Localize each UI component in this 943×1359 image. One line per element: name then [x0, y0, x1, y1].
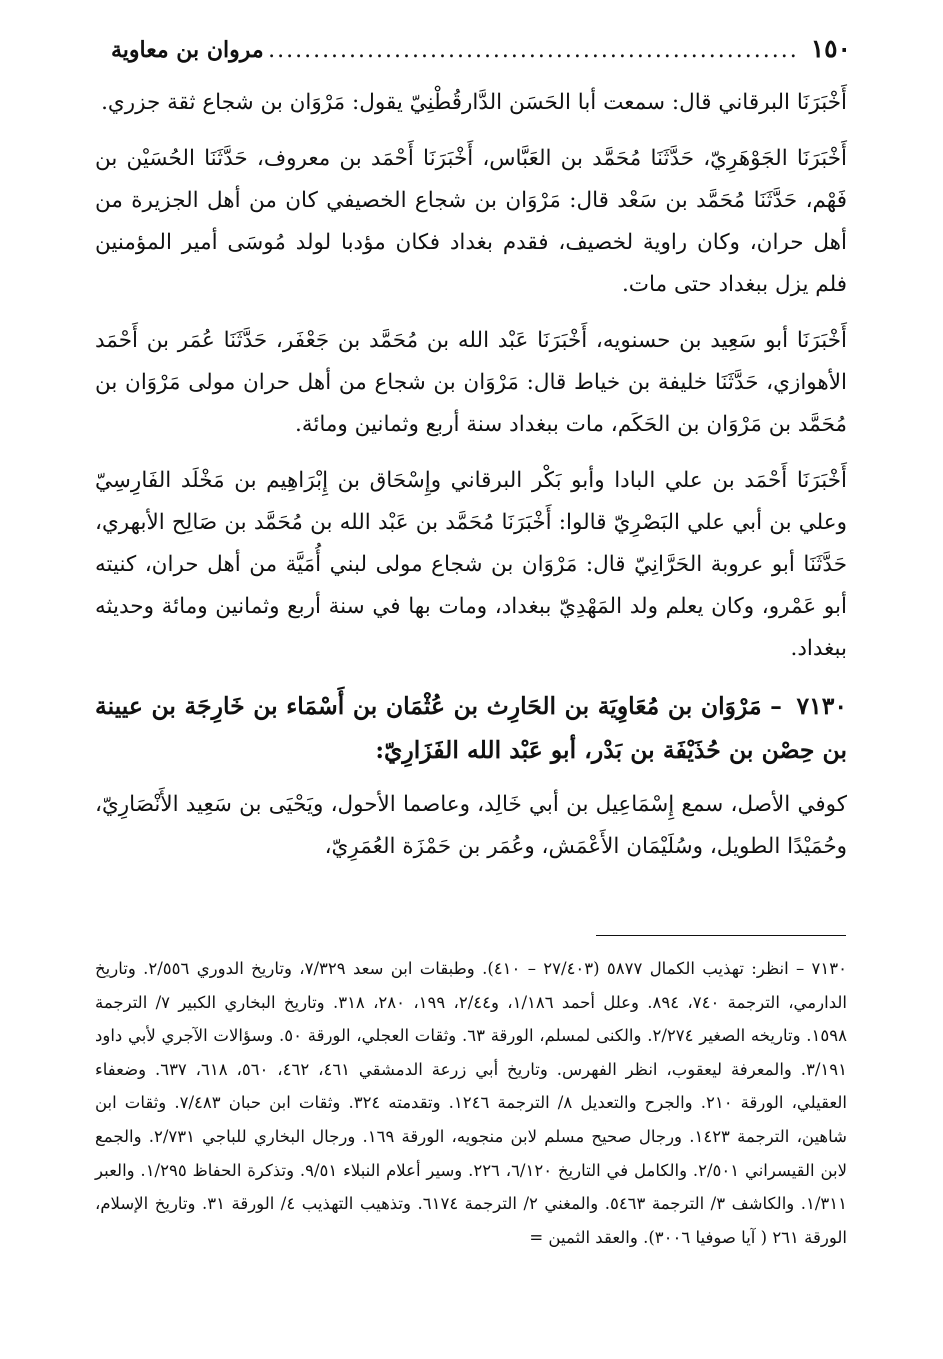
running-title: مروان بن معاوية	[111, 37, 264, 63]
paragraph: أَخْبَرَنَا البرقاني قال: سمعت أبا الحَسَن الدَّارقُطْنِيّ يقول: مَرْوَان بن شجاع ثقة جزري.	[101, 90, 847, 115]
entry-title: مَرْوَان بن مُعَاوِيَة بن الحَارِث بن عُثْمَان بن أَسْمَاء بن خَارِجَة بن عيينة بن حِصْن بن حُذَيْفَة بن بَدْر، أبو عَبْد الله الفَزَارِيّ:	[95, 692, 847, 764]
entry-text: كوفي الأصل، سمع إِسْمَاعِيل بن أبي خَالِد، وعاصما الأحول، ويَحْيَى بن سَعِيد الأَنْصَارِيّ، وحُمَيْدًا الطويل، وسُلَيْمَان الأَعْمَش، وعُمَر بن حَمْزَة العُمَرِيّ،	[95, 792, 847, 859]
entry-number: ٧١٣٠	[796, 692, 847, 720]
entry-heading	[95, 684, 847, 772]
paragraph: أَخْبَرَنَا الجَوْهَرِيّ، حَدَّثَنَا مُحَمَّد بن العَبَّاس، أَخْبَرَنَا أَحْمَد بن معروف، حَدَّثَنَا الحُسَيْن بن فَهْم، حَدَّثَنَا مُحَمَّد بن سَعْد قال: مَرْوَان بن شجاع الخصيفي كان من أهل الجزيرة من أهل حران، وكان راوية لخصيف، فقدم بغداد فكان مؤدبا لولد مُوسَى أمير المؤمنين فلم يزل ببغداد حتى مات.	[95, 146, 847, 297]
paragraph: أَخْبَرَنَا أَحْمَد بن علي البادا وأبو بَكْر البرقاني وإِسْحَاق بن إِبْرَاهِيم بن مَخْلَد الفَارِسِيّ وعلي بن أبي علي البَصْرِيّ قالوا: أَخْبَرَنَا مُحَمَّد بن عَبْد الله بن مُحَمَّد بن صَالِح الأبهري، حَدَّثَنَا أبو عروبة الحَرَّانِيّ قال: مَرْوَان بن شجاع مولى لبني أُمَيَّة من أهل حران، كنيته أبو عَمْرو، وكان يعلم ولد المَهْدِيّ ببغداد، ومات بها في سنة أربع وثمانين ومائة وحديثه ببغداد.	[95, 468, 847, 661]
main-text	[95, 82, 847, 882]
footnote: ٧١٣٠ – انظر: تهذيب الكمال ٥٨٧٧ (٢٧/٤٠٣ – ٤١٠). وطبقات ابن سعد ٧/٣٢٩، وتاريخ الدوري ٢/٥٥٦. وتاريخ الدارمي، الترجمة ٧٤٠، ٨٩٤. وعلل أحمد ١/١٨٦، و٢/٤٤، ١٩٩، ٢٨٠، ٣١٨. وتاريخ البخاري الكبير ٧/ الترجمة ١٥٩٨. وتاريخه الصغير ٢/٢٧٤. والكنى لمسلم، الورقة ٦٣. وثقات العجلي، الورقة ٥٠. وسؤالات الآجري لأبي داود ٣/١٩١. والمعرفة ليعقوب، انظر الفهرس. وتاريخ أبي زرعة الدمشقي ٤٦١، ٤٦٢، ٥٦٠، ٦١٨، ٦٣٧. وضعفاء العقيلي، الورقة ٢١٠. والجرح والتعديل ٨/ الترجمة ١٢٤٦. وتقدمته ٣٢٤. وثقات ابن حبان ٧/٤٨٣. وثقات ابن شاهين، الترجمة ١٤٢٣. ورجال صحيح مسلم لابن منجويه، الورقة ١٦٩. ورجال البخاري للباجي ٢/٧٣١. والجمع لابن القيسراني ٢/٥٠١. والكامل في التاريخ ٦/١٢٠، ٢٢٦. وسير أعلام النبلاء ٩/٥١. وتذكرة الحفاظ ١/٢٩٥. والعبر ١/٣١١. والكاشف ٣/ الترجمة ٥٤٦٣. والمغني ٢/ الترجمة ٦١٧٤. وتذهيب التهذيب ٤/ الورقة ٣١. وتاريخ الإسلام، الورقة ٢٦١ ( آيا صوفيا ٣٠٠٦). والعقد الثمين =	[95, 959, 848, 1247]
running-header	[111, 34, 851, 74]
page-number: ١٥٠	[810, 34, 851, 63]
leader-dots	[270, 38, 799, 63]
footnotes	[95, 952, 847, 1254]
paragraph: أَخْبَرَنَا أبو سَعِيد بن حسنويه، أَخْبَرَنَا عَبْد الله بن مُحَمَّد بن جَعْفَر، حَدَّثَنَا عُمَر بن أَحْمَد الأهوازي، حَدَّثَنَا خليفة بن خياط قال: مَرْوَان بن شجاع من أهل حران مولى مَرْوَان بن مُحَمَّد بن مَرْوَان بن الحَكَم، مات ببغداد سنة أربع وثمانين ومائة.	[95, 328, 847, 437]
footnote-divider	[596, 935, 846, 936]
entry-dash: –	[770, 692, 782, 720]
